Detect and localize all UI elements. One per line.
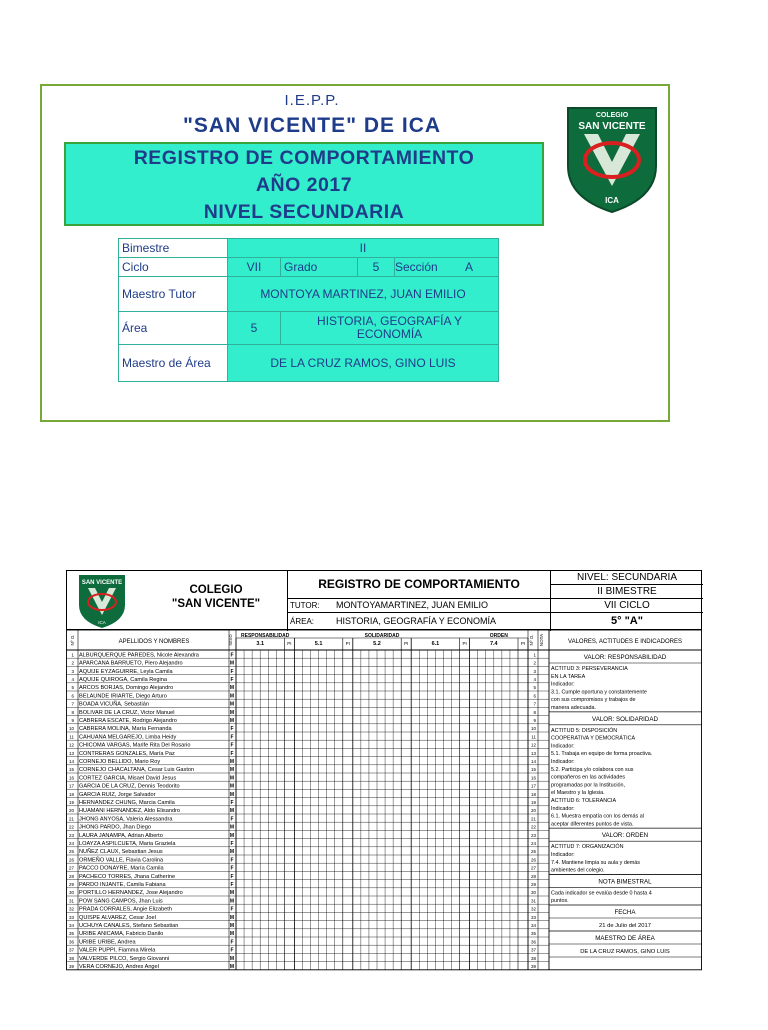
row-number: 32 bbox=[68, 906, 74, 912]
student-name: ARCOS BORJAS, Domingo Alejandro bbox=[79, 685, 174, 692]
student-name: VALVERDE PILCO, Sergio Giovanni bbox=[79, 955, 170, 962]
row-number: 39 bbox=[68, 964, 74, 969]
row-number: 24 bbox=[68, 841, 74, 846]
row-number-right: 16 bbox=[530, 775, 536, 781]
student-sex: F bbox=[230, 906, 234, 913]
institution-type: I.E.P.P. bbox=[284, 92, 340, 109]
row-number-right: 30 bbox=[530, 890, 536, 896]
school-shield-logo-small bbox=[77, 573, 127, 629]
student-sex: F bbox=[230, 873, 234, 880]
area-row bbox=[287, 613, 551, 631]
panel-text: ACTITUD 5: DISPOSICIÓN bbox=[551, 727, 618, 734]
panel-text: Cada indicador se evalúa desde 0 hasta 4 bbox=[551, 890, 652, 897]
student-name: CHICOMA VARGAS, Marife Rita Del Rosario bbox=[79, 742, 191, 749]
row-number-right: 11 bbox=[531, 734, 536, 740]
info-table bbox=[118, 238, 499, 382]
row-number: 12 bbox=[68, 742, 74, 748]
student-sex: F bbox=[230, 677, 234, 683]
panel-heading: NOTA BIMESTRAL bbox=[598, 878, 652, 886]
student-name: APARCANA BARRUETO, Piero Alejandro bbox=[79, 660, 183, 667]
sheet-header bbox=[66, 570, 702, 630]
student-sex: M bbox=[229, 955, 235, 962]
student-name: JHONG PARDO, Jhan Diego bbox=[79, 824, 152, 831]
col-sexo-header: SEXO bbox=[228, 634, 233, 646]
small-logo-name: SAN VICENTE bbox=[81, 580, 123, 586]
col-no-header: Nº O. bbox=[70, 634, 75, 646]
panel-heading: VALOR: ORDEN bbox=[601, 832, 649, 840]
student-sex: F bbox=[230, 882, 234, 888]
panel-text: 5.1. Trabaja en equipo de forma proactiva. bbox=[551, 751, 653, 758]
row-number: 22 bbox=[68, 824, 74, 830]
row-number-right: 13 bbox=[530, 750, 536, 756]
student-name: PARDO INJANTE, Camila Fabiana bbox=[79, 882, 166, 888]
student-name: CORNEJO BELLIDO, Mario Roy bbox=[79, 759, 161, 765]
tutor-value: MONTOYA MARTINEZ, JUAN EMILIO bbox=[228, 277, 499, 312]
student-sex: M bbox=[229, 693, 235, 700]
row-number-right: 18 bbox=[530, 791, 536, 797]
row-number: 20 bbox=[68, 808, 74, 814]
student-sex: F bbox=[230, 865, 234, 872]
row-number-right: 32 bbox=[530, 906, 536, 912]
student-name: PORTILLO HERNANDEZ, Jose Alejandro bbox=[79, 890, 183, 897]
student-name: GARCIA RUIZ, Jorge Salvador bbox=[79, 791, 156, 798]
row-number-right: 6 bbox=[533, 693, 536, 699]
panel-text: manera adecuada. bbox=[551, 705, 596, 711]
row-number-right: 7 bbox=[533, 701, 536, 707]
row-number-right: 21 bbox=[530, 816, 536, 822]
student-name: LAURA JANAMPA, Adrian Alberto bbox=[79, 832, 163, 839]
seccion-label: Sección bbox=[395, 260, 438, 274]
panel-text: compañeros en las actividades bbox=[551, 774, 626, 781]
student-name: JHONG ANYOSA, Valeria Alessandra bbox=[79, 816, 173, 823]
row-number: 27 bbox=[68, 865, 74, 871]
row-number-right: 1 bbox=[533, 652, 536, 658]
student-sex: M bbox=[229, 709, 235, 716]
row-number: 10 bbox=[68, 726, 74, 732]
row-number-right: 36 bbox=[530, 939, 536, 945]
student-name: PACHECO TORRES, Jhana Catherine bbox=[79, 873, 176, 880]
row-number-right: 38 bbox=[530, 955, 536, 961]
student-sex: M bbox=[229, 775, 235, 782]
colegio-label bbox=[151, 583, 281, 611]
row-number: 35 bbox=[68, 931, 74, 937]
student-name: HUAMANI HERNANDEZ, Aldo Elisandro bbox=[79, 808, 181, 815]
panel-value: 21 de Julio del 2017 bbox=[599, 923, 651, 929]
nivel-text: NIVEL: SECUNDARIA bbox=[551, 571, 703, 585]
logo-name-text: SAN VICENTE bbox=[578, 121, 646, 132]
seccion-value: A bbox=[464, 260, 473, 274]
student-name: URIBE ANICAMA, Fabricio Danilo bbox=[79, 931, 164, 938]
panel-text: programadas por la Institución, bbox=[551, 782, 626, 789]
row-number: 11 bbox=[69, 734, 74, 740]
tutor-label: Maestro Tutor bbox=[119, 277, 228, 312]
row-number-right: 31 bbox=[530, 898, 536, 904]
student-sex: F bbox=[230, 750, 234, 757]
student-name: CAHUANA MELGAREJO, Limba Heidy bbox=[79, 734, 177, 741]
row-number-right: 25 bbox=[530, 849, 536, 855]
row-number: 25 bbox=[68, 849, 74, 855]
student-sex: M bbox=[229, 914, 235, 921]
student-sex: M bbox=[229, 808, 235, 815]
group-title: SOLIDARIDAD bbox=[364, 633, 400, 639]
panel-text: ACTITUD 7: ORGANIZACIÓN bbox=[551, 844, 624, 851]
bimestre-text: II BIMESTRE bbox=[551, 585, 703, 599]
student-name: CONTRERAS GONZALES, María Paz bbox=[79, 750, 175, 757]
student-name: CORTEZ GARCIA, Misael David Jesus bbox=[79, 775, 177, 782]
row-number: 2 bbox=[71, 660, 74, 666]
row-number: 8 bbox=[71, 709, 74, 715]
student-sex: F bbox=[230, 816, 234, 823]
panel-text: ACTITUD 3: PERSEVERANCIA bbox=[551, 666, 628, 672]
student-sex: M bbox=[229, 685, 235, 692]
area-value: HISTORIA, GEOGRAFÍA Y ECONOMÍA bbox=[281, 312, 499, 345]
row-number-right: 12 bbox=[530, 742, 536, 748]
logo-top-text: COLEGIO bbox=[595, 112, 629, 119]
row-number: 38 bbox=[68, 955, 74, 961]
col-no2-header: Nº O. bbox=[529, 634, 534, 646]
student-sex: M bbox=[229, 832, 235, 839]
student-name: NUÑEZ CLAUX, Sebastian Jesus bbox=[79, 849, 163, 856]
row-number-right: 8 bbox=[533, 709, 536, 715]
title-line: NIVEL SECUNDARIA bbox=[203, 201, 405, 223]
group-title: ORDEN bbox=[489, 633, 508, 639]
panel-text: con sus compromisos y trabajos de bbox=[551, 697, 636, 704]
student-name: BOLIVAR DE LA CRUZ, Victor Manuel bbox=[79, 709, 175, 716]
row-number: 17 bbox=[68, 783, 74, 789]
row-number: 16 bbox=[68, 775, 74, 781]
row-number: 37 bbox=[68, 947, 74, 953]
row-number-right: 34 bbox=[530, 923, 536, 928]
panel-text: el Maestro y la Iglesia. bbox=[551, 790, 605, 797]
panel-heading: MAESTRO DE ÁREA bbox=[595, 935, 655, 942]
row-number-right: 5 bbox=[533, 685, 536, 691]
student-name: LOAYZA ASPILCUETA, Maria Graziela bbox=[79, 841, 176, 847]
student-sex: M bbox=[229, 701, 235, 708]
student-name: ALBURQUERQUE PAREDES, Nicole Alexandra bbox=[79, 652, 199, 659]
panel-text: 3.1. Cumple oportuna y constantemente bbox=[551, 689, 647, 696]
small-logo-city: ICA bbox=[98, 620, 106, 625]
indicator-code: 7.4 bbox=[489, 641, 498, 647]
row-number: 19 bbox=[68, 800, 74, 805]
row-number: 29 bbox=[68, 882, 74, 887]
panel-text: Indicador: bbox=[551, 852, 575, 858]
student-name: HERNANDEZ CHUNG, Marcia Camila bbox=[79, 800, 175, 806]
row-number: 28 bbox=[68, 873, 74, 879]
student-sex: M bbox=[229, 824, 235, 831]
row-number-right: 10 bbox=[530, 726, 536, 732]
student-name: CABRERA MOLINA, María Fernanda bbox=[79, 726, 172, 733]
pi-label: PI bbox=[345, 641, 350, 646]
student-sex: M bbox=[229, 660, 235, 667]
pi-label: PI bbox=[404, 641, 409, 646]
row-number: 18 bbox=[68, 791, 74, 797]
col-names-header: APELLIDOS Y NOMBRES bbox=[118, 639, 190, 645]
student-sex: M bbox=[229, 791, 235, 798]
student-name: URIBE URIBE, Andrea bbox=[79, 939, 136, 946]
row-number: 6 bbox=[71, 693, 74, 699]
panel-heading: FECHA bbox=[614, 909, 636, 916]
row-number-right: 3 bbox=[533, 668, 536, 674]
tutor-row bbox=[287, 599, 551, 613]
row-number-right: 17 bbox=[530, 783, 536, 789]
student-sex: M bbox=[229, 890, 235, 897]
student-name: CABRERA ESCATE, Rodrigo Alejandro bbox=[79, 718, 177, 724]
area-number: 5 bbox=[228, 312, 281, 345]
row-number: 30 bbox=[68, 890, 74, 896]
row-number: 14 bbox=[68, 759, 74, 764]
row-number: 1 bbox=[71, 652, 74, 658]
row-number-right: 20 bbox=[530, 808, 536, 814]
student-name: AQUIJE QUIROGA, Camila Regina bbox=[79, 677, 167, 683]
row-number-right: 26 bbox=[530, 857, 536, 863]
grade-section-text: 5° "A" bbox=[611, 615, 643, 627]
student-name: ORMEÑO VALLE, Flavia Carolina bbox=[79, 857, 164, 864]
row-number-right: 29 bbox=[530, 882, 536, 887]
panel-text: Indicador: bbox=[551, 681, 575, 688]
row-number: 21 bbox=[68, 816, 74, 822]
col-nota-header: NOTA bbox=[539, 633, 544, 647]
row-number: 23 bbox=[68, 832, 74, 838]
panel-text: COOPERATIVA Y DEMOCRÁTICA bbox=[551, 735, 636, 742]
student-sex: M bbox=[229, 931, 235, 938]
student-sex: F bbox=[230, 947, 234, 954]
register-grid bbox=[66, 630, 702, 1030]
student-sex: M bbox=[229, 767, 235, 774]
row-number-right: 27 bbox=[530, 865, 536, 871]
panel-heading: VALOR: SOLIDARIDAD bbox=[592, 715, 658, 723]
row-number-right: 4 bbox=[533, 677, 536, 682]
row-number-right: 33 bbox=[530, 914, 536, 920]
row-number: 3 bbox=[71, 668, 74, 674]
row-number-right: 22 bbox=[530, 824, 536, 830]
ciclo-label: Ciclo bbox=[119, 258, 228, 277]
student-sex: M bbox=[229, 849, 235, 856]
student-sex: F bbox=[230, 939, 234, 946]
student-name: POW SANG CAMPOS, Jhan Luis bbox=[79, 898, 163, 905]
logo-city-text: ICA bbox=[605, 196, 619, 205]
row-number: 15 bbox=[68, 767, 74, 773]
student-sex: F bbox=[230, 857, 234, 864]
student-sex: F bbox=[230, 734, 234, 741]
row-number-right: 37 bbox=[530, 947, 536, 953]
student-name: PRADA CORRALES, Angie Elizabeth bbox=[79, 906, 172, 913]
panel-text: 7.4. Mantiene limpia su aula y demás bbox=[551, 859, 640, 866]
row-number-right: 2 bbox=[533, 660, 536, 666]
grado-value: 5 bbox=[358, 258, 395, 277]
panel-value: DE LA CRUZ RAMOS, GINO LUIS bbox=[580, 949, 670, 955]
ciclo-text: VII CICLO bbox=[551, 599, 703, 613]
row-number-right: 14 bbox=[530, 759, 536, 764]
pi-label: PI bbox=[287, 641, 292, 646]
panel-text: 5.2. Participa y/o colabora con sus bbox=[551, 766, 634, 773]
panel-text: EN LA TAREA bbox=[551, 673, 586, 680]
tutor-value: MONTOYAMARTINEZ, JUAN EMILIO bbox=[336, 600, 489, 610]
title-box bbox=[64, 142, 544, 226]
student-sex: M bbox=[229, 718, 235, 724]
area-value: HISTORIA, GEOGRAFÍA Y ECONOMÍA bbox=[336, 616, 497, 626]
student-sex: F bbox=[230, 841, 234, 847]
student-name: UCHUYA CANALES, Stefano Sebastian bbox=[79, 923, 179, 929]
student-name: VERA CORNEJO, Andres Angel bbox=[79, 964, 159, 970]
student-sex: F bbox=[230, 652, 234, 659]
row-number-right: 9 bbox=[533, 718, 536, 723]
panel-text: Indicador: bbox=[551, 759, 575, 765]
indicator-code: 6.1 bbox=[431, 641, 440, 647]
ciclo-value: VII bbox=[228, 258, 281, 277]
pi-label: PI bbox=[520, 641, 526, 646]
student-sex: F bbox=[230, 726, 234, 733]
student-name: BOADA VICUÑA, Sebastián bbox=[79, 701, 149, 708]
tutor-label: TUTOR: bbox=[290, 601, 320, 610]
title-line: REGISTRO DE COMPORTAMIENTO bbox=[133, 147, 475, 169]
student-sex: M bbox=[229, 923, 235, 929]
register-title: REGISTRO DE COMPORTAMIENTO bbox=[287, 571, 551, 599]
student-sex: F bbox=[230, 800, 234, 806]
cover-page bbox=[40, 84, 670, 422]
indicator-code: 5.1 bbox=[314, 641, 323, 647]
bimestre-value: II bbox=[228, 239, 499, 258]
row-number-right: 23 bbox=[530, 832, 536, 838]
school-shield-logo bbox=[564, 104, 660, 214]
row-number: 26 bbox=[68, 857, 74, 863]
panel-text: puntos. bbox=[551, 898, 569, 905]
row-number: 31 bbox=[68, 898, 74, 904]
row-number-right: 19 bbox=[530, 800, 536, 805]
student-sex: M bbox=[229, 898, 235, 905]
student-name: GARCIA DE LA CRUZ, Dennis Teodorito bbox=[79, 783, 180, 790]
student-sex: M bbox=[229, 783, 235, 790]
student-sex: F bbox=[230, 668, 234, 675]
student-name: AQUIJE EYZAGUIRRE, Leyla Camila bbox=[79, 668, 173, 675]
group-title: RESPONSABILIDAD bbox=[241, 633, 290, 639]
colegio-line: COLEGIO bbox=[189, 584, 243, 596]
row-number-right: 39 bbox=[530, 964, 536, 969]
row-number-right: 28 bbox=[530, 873, 536, 879]
student-name: PACCO DONAYRE, María Camila bbox=[79, 865, 164, 872]
panel-text: aceptar diferentes puntos de vista. bbox=[551, 821, 634, 828]
row-number: 5 bbox=[71, 685, 74, 691]
area-label: ÁREA: bbox=[290, 617, 315, 626]
student-sex: M bbox=[229, 759, 235, 765]
student-name: VALER PUPPI, Fiamma Mirela bbox=[79, 947, 156, 954]
right-column-header: VALORES, ACTITUDES E INDICADORES bbox=[568, 639, 682, 645]
row-number-right: 24 bbox=[530, 841, 536, 846]
school-name: "SAN VICENTE" DE ICA bbox=[182, 114, 442, 137]
student-name: QUISPE ALVAREZ, Cesar Joel bbox=[79, 914, 156, 921]
row-number: 7 bbox=[71, 701, 74, 707]
panel-heading: VALOR: RESPONSABILIDAD bbox=[583, 654, 667, 661]
row-number: 13 bbox=[68, 750, 74, 756]
student-name: BELAUNDE IRIARTE, Diego Arturo bbox=[79, 693, 167, 700]
area-label: Área bbox=[119, 312, 228, 345]
row-number: 34 bbox=[68, 923, 74, 928]
maestro-value: DE LA CRUZ RAMOS, GINO LUIS bbox=[228, 345, 499, 382]
row-number: 9 bbox=[71, 718, 74, 723]
pi-label: PI bbox=[462, 641, 467, 646]
maestro-label: Maestro de Área bbox=[119, 345, 228, 382]
indicator-code: 5.2 bbox=[373, 641, 381, 647]
student-sex: F bbox=[230, 742, 234, 749]
row-number: 4 bbox=[71, 677, 74, 682]
student-sex: M bbox=[229, 964, 235, 970]
panel-text: ambientes del colegio. bbox=[551, 867, 605, 874]
row-number-right: 35 bbox=[530, 931, 536, 937]
panel-text: Indicador: bbox=[551, 743, 575, 750]
indicator-code: 3.1 bbox=[256, 641, 265, 647]
row-number: 33 bbox=[68, 914, 74, 920]
panel-text: Indicador: bbox=[551, 805, 575, 812]
panel-text: ACTITUD 6: TOLERANCIA bbox=[551, 798, 617, 804]
grado-label: Grado bbox=[281, 258, 358, 277]
title-line: AÑO 2017 bbox=[255, 174, 353, 196]
bimestre-label: Bimestre bbox=[119, 239, 228, 258]
row-number-right: 15 bbox=[530, 767, 536, 773]
student-name: CORNEJO CHACALTANA, Cesar Luis Gaston bbox=[79, 767, 195, 774]
colegio-line: "SAN VICENTE" bbox=[171, 598, 261, 610]
panel-text: 6.1. Muestra empatía con los demás al bbox=[551, 813, 644, 820]
row-number: 36 bbox=[68, 939, 74, 945]
